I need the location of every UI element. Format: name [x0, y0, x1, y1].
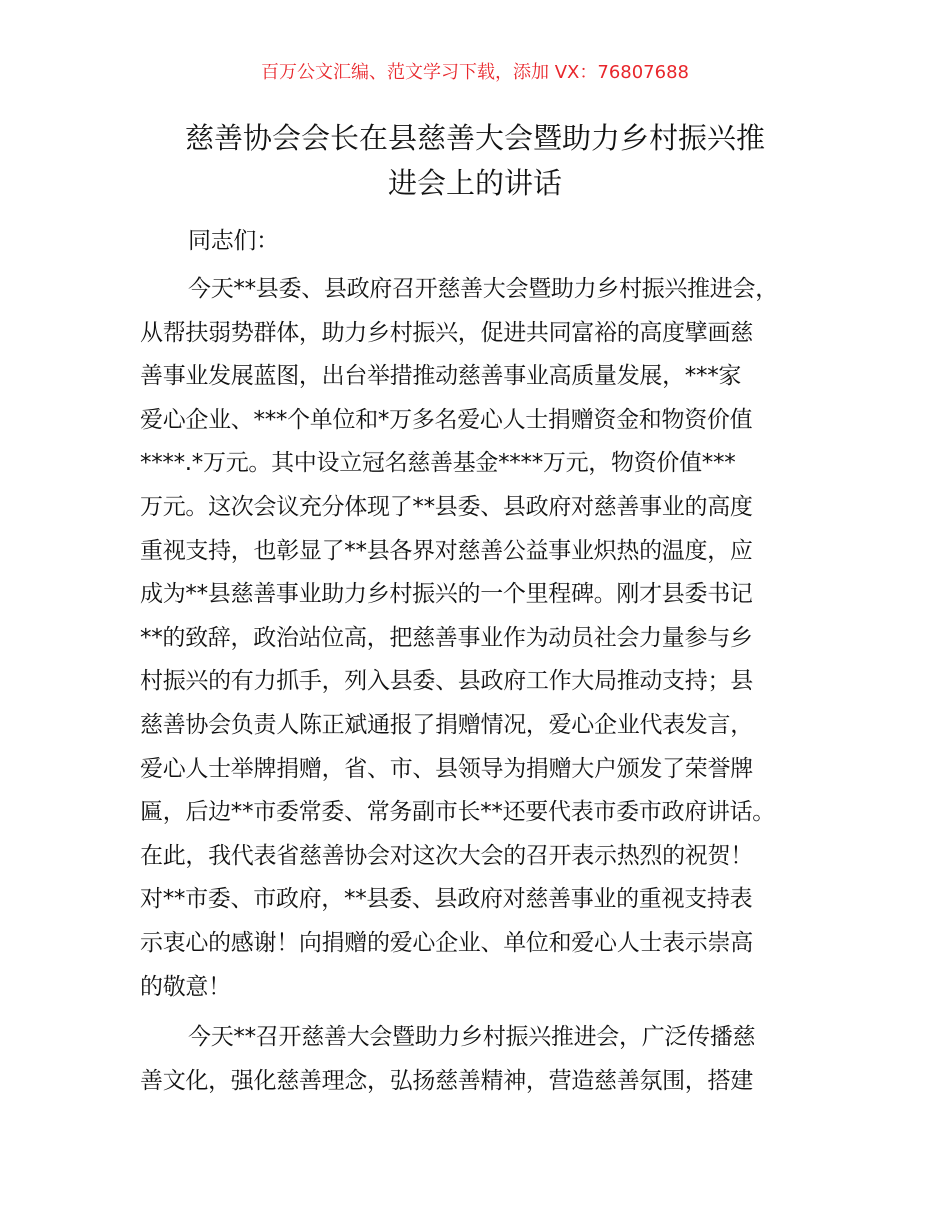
- paragraph-1-line: 的敬意！: [140, 973, 231, 1000]
- paragraph-1-line: 成为**县慈善事业助力乡村振兴的一个里程碑。刚才县委书记: [140, 581, 753, 608]
- greeting: 同志们：: [188, 228, 279, 254]
- paragraph-1-line: 对**市委、市政府，**县委、县政府对慈善事业的重视支持表: [140, 886, 753, 913]
- paragraph-1-line: 在此，我代表省慈善协会对这次大会的召开表示热烈的祝贺！: [140, 842, 753, 869]
- watermark-header: 百万公文汇编、范文学习下载，添加 VX：76807688: [261, 62, 689, 83]
- paragraph-1-line: 爱心人士举牌捐赠，省、市、县领导为捐赠大户颁发了荣誉牌: [140, 755, 753, 782]
- paragraph-1-line: 爱心企业、***个单位和*万多名爱心人士捐赠资金和物资价值: [140, 406, 753, 433]
- paragraph-1-line: 重视支持，也彰显了**县各界对慈善公益事业炽热的温度，应: [140, 537, 753, 564]
- paragraph-1-line: ****.*万元。其中设立冠名慈善基金****万元，物资价值***: [140, 450, 736, 477]
- paragraph-1-line: 今天**县委、县政府召开慈善大会暨助力乡村振兴推进会，: [188, 276, 778, 302]
- paragraph-2-line: 善文化，强化慈善理念，弘扬慈善精神，营造慈善氛围，搭建: [140, 1067, 753, 1094]
- paragraph-2-line: 今天**召开慈善大会暨助力乡村振兴推进会，广泛传播慈: [188, 1024, 756, 1050]
- paragraph-1-line: 慈善协会负责人陈正斌通报了捐赠情况，爱心企业代表发言，: [140, 712, 753, 738]
- document-title-line-2: 进会上的讲话: [387, 166, 562, 200]
- document-title-line-1: 慈善协会会长在县慈善大会暨助力乡村振兴推: [184, 121, 765, 155]
- paragraph-1-line: 示衷心的感谢！向捐赠的爱心企业、单位和爱心人士表示崇高: [140, 930, 753, 956]
- paragraph-1-line: 万元。这次会议充分体现了**县委、县政府对慈善事业的高度: [140, 494, 753, 520]
- paragraph-1-line: 匾，后边**市委常委、常务副市长**还要代表市委市政府讲话。: [140, 799, 776, 826]
- paragraph-1-line: 善事业发展蓝图，出台举措推动慈善事业高质量发展，***家: [140, 363, 742, 390]
- paragraph-1-line: **的致辞，政治站位高，把慈善事业作为动员社会力量参与乡: [140, 624, 753, 651]
- paragraph-1-line: 村振兴的有力抓手，列入县委、县政府工作大局推动支持；县: [140, 668, 753, 695]
- paragraph-1-line: 从帮扶弱势群体，助力乡村振兴，促进共同富裕的高度擘画慈: [140, 319, 753, 346]
